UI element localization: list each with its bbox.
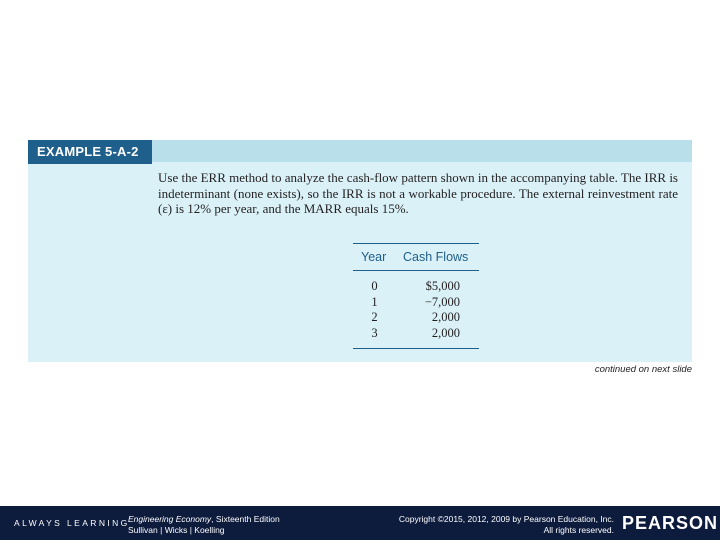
cell-year: 1 — [371, 294, 378, 309]
always-learning-tagline: ALWAYS LEARNING — [14, 518, 130, 528]
footer-bar — [0, 506, 720, 540]
cell-year: 2 — [371, 310, 378, 325]
book-title: Engineering Economy — [128, 514, 212, 524]
copyright-notice — [399, 514, 614, 536]
cash-flow-table — [353, 243, 479, 349]
copyright-line: Copyright ©2015, 2012, 2009 by Pearson Education, Inc. — [398, 514, 614, 524]
book-citation — [128, 514, 280, 536]
cell-year: 3 — [371, 325, 378, 340]
table-body — [353, 271, 479, 348]
example-label: EXAMPLE 5-A-2 — [28, 140, 152, 164]
table-header — [353, 244, 479, 271]
book-title-line — [128, 514, 280, 525]
table-row — [353, 295, 479, 311]
cell-cash-flow: −7,000 — [424, 294, 460, 309]
column-header-year: Year — [361, 250, 387, 264]
table-row — [353, 279, 479, 295]
cell-year: 0 — [371, 279, 378, 294]
example-box — [28, 140, 692, 362]
example-paragraph: Use the ERR method to analyze the cash-flow pattern shown in the accompanying table. The IRR is indeterminant (none exists), so the IRR is not a workable procedure. The external reinvestment rate (ε) is 12% per year, and the MARR equals 15%. — [158, 170, 678, 216]
cell-cash-flow: $5,000 — [425, 279, 460, 294]
table-row — [353, 326, 479, 342]
rights-line: All rights reserved. — [543, 525, 614, 535]
cell-cash-flow: 2,000 — [431, 325, 460, 340]
example-text — [158, 170, 678, 217]
continued-note: continued on next slide — [594, 364, 692, 375]
book-edition: , Sixteenth Edition — [211, 514, 280, 524]
column-header-cash-flows: Cash Flows — [403, 250, 469, 264]
book-authors: Sullivan | Wicks | Koelling — [128, 525, 225, 535]
cell-cash-flow: 2,000 — [431, 310, 460, 325]
pearson-logo: PEARSON — [622, 513, 719, 533]
table-row — [353, 310, 479, 326]
